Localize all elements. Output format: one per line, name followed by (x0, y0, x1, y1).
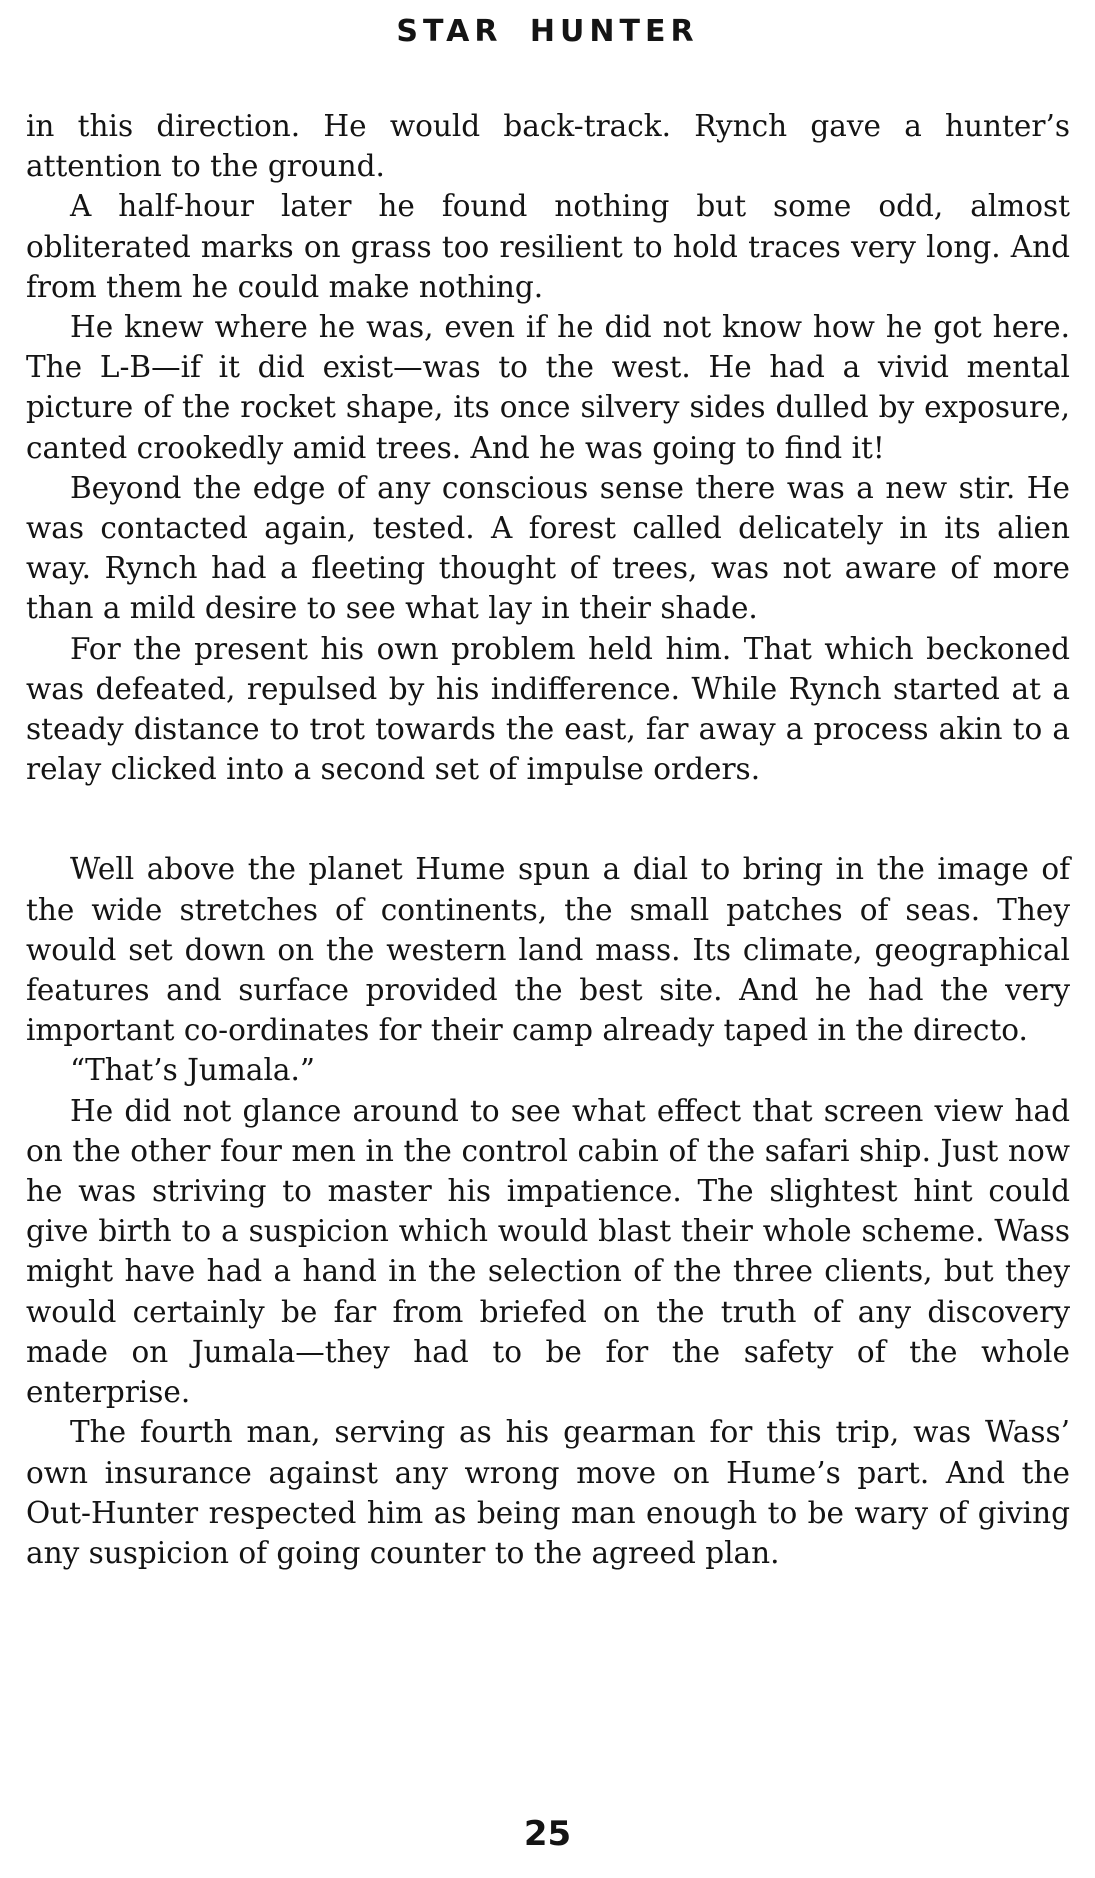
paragraph: For the present his own problem held him. That which beckoned was defeated, repulsed by his indifference. While Rynch started at a steady distance to trot towards the east, far away a process akin to a relay clicked into a second set of impulse orders. (26, 631, 1070, 787)
paragraph: He did not glance around to see what effect that screen view had on the other four men in the control cabin of the safari ship. Just now he was striving to master his impatience. The slightest hint could give birth to a suspicion which would blast their whole scheme. Wass might have had a hand in the selection of the three clients, but they would certainly be far from briefed on the truth of any discovery made on Jumala—they had to be for the safety of the whole enterprise. (26, 1093, 1070, 1410)
section-break (26, 789, 1070, 849)
paragraph: He knew where he was, even if he did not know how he got here. The L-B—if it did exist—was to the west. He had a vivid mental picture of the rocket shape, its once silvery sides dulled by exposure, canted crookedly amid trees. And he was going to find it! (26, 310, 1070, 465)
paragraph: Well above the planet Hume spun a dial to bring in the image of the wide stretches of continents, the small patches of seas. They would set down on the western land mass. Its climate, geographical features and surface provided the best site. And he had the very important co-ordinates for their camp already taped in the directo. (26, 852, 1070, 1048)
paragraph: in this direction. He would back-track. Rynch gave a hunter’s attention to the ground. (26, 109, 1070, 184)
body-text (26, 106, 1070, 1573)
paragraph: Beyond the edge of any conscious sense there was a new stir. He was contacted again, tested. A forest called delicately in its alien way. Rynch had a fleeting thought of trees, was not aware of more than a mild desire to see what lay in their shade. (26, 470, 1070, 626)
paragraph: The fourth man, serving as his gearman for this trip, was Wass’ own insurance against any wrong move on Hume’s part. And the Out-Hunter respected him as being man enough to be wary of giving any suspicion of going counter to the agreed plan. (26, 1415, 1070, 1570)
paragraph: A half-hour later he found nothing but some odd, almost obliterated marks on grass too resilient to hold traces very long. And from them he could make nothing. (26, 189, 1070, 304)
running-head: STAR HUNTER (396, 14, 699, 49)
page-number: 25 (523, 1814, 572, 1854)
paragraph: “That’s Jumala.” (70, 1053, 315, 1088)
